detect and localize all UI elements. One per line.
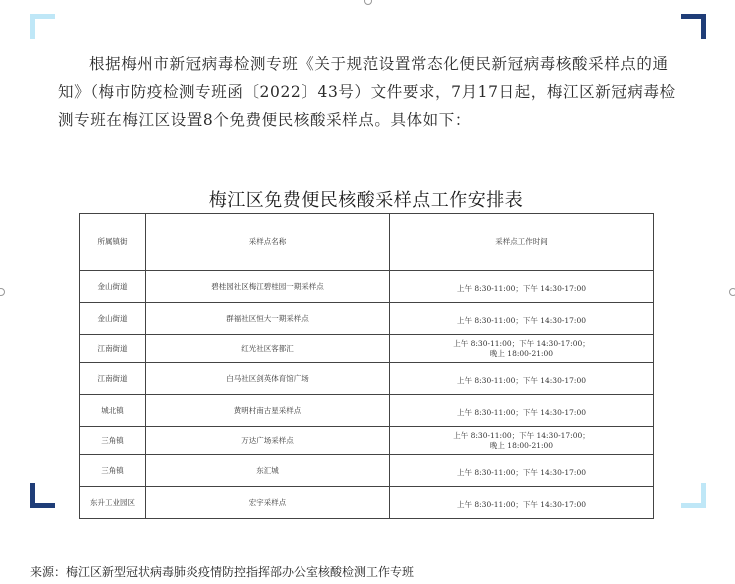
table-row bbox=[80, 395, 654, 427]
cell-site: 群福社区恒大一期采样点 bbox=[146, 303, 390, 335]
resize-handle-top[interactable] bbox=[364, 0, 372, 5]
cell-site: 万达广场采样点 bbox=[146, 427, 390, 455]
cell-time: 上午 8:30-11:00；下午 14:30-17:00 bbox=[390, 487, 654, 519]
cell-town: 东升工业园区 bbox=[80, 487, 146, 519]
cell-site: 白马社区剑英体育馆广场 bbox=[146, 363, 390, 395]
cell-time: 上午 8:30-11:00；下午 14:30-17:00 bbox=[390, 303, 654, 335]
header-site: 采样点名称 bbox=[146, 214, 390, 271]
table-header-row bbox=[80, 214, 654, 271]
table-row bbox=[80, 271, 654, 303]
cell-time: 上午 8:30-11:00；下午 14:30-17:00 bbox=[390, 363, 654, 395]
cell-site: 东汇城 bbox=[146, 455, 390, 487]
table-title: 梅江区免费便民核酸采样点工作安排表 bbox=[208, 190, 524, 211]
table-row bbox=[80, 487, 654, 519]
resize-handle-right[interactable] bbox=[729, 288, 735, 296]
header-town: 所属镇街 bbox=[80, 214, 146, 271]
table-row bbox=[80, 335, 654, 363]
sampling-site-table bbox=[79, 213, 654, 519]
cell-town: 江南街道 bbox=[80, 335, 146, 363]
cell-time: 上午 8:30-11:00；下午 14:30-17:00； 晚上 18:00-21:00 bbox=[390, 335, 654, 363]
corner-decoration bbox=[30, 483, 55, 508]
source-credit: 来源：梅江区新型冠状病毒肺炎疫情防控指挥部办公室核酸检测工作专班 bbox=[30, 565, 415, 579]
corner-decoration bbox=[30, 14, 55, 39]
corner-decoration bbox=[681, 483, 706, 508]
cell-time: 上午 8:30-11:00；下午 14:30-17:00 bbox=[390, 395, 654, 427]
cell-town: 三角镇 bbox=[80, 455, 146, 487]
cell-town: 城北镇 bbox=[80, 395, 146, 427]
cell-site: 黄明村南古星采样点 bbox=[146, 395, 390, 427]
cell-site: 红光社区客都汇 bbox=[146, 335, 390, 363]
cell-site: 宏宇采样点 bbox=[146, 487, 390, 519]
corner-decoration bbox=[681, 14, 706, 39]
cell-time: 上午 8:30-11:00；下午 14:30-17:00 bbox=[390, 271, 654, 303]
cell-site: 碧桂园社区梅江碧桂园一期采样点 bbox=[146, 271, 390, 303]
cell-time: 上午 8:30-11:00；下午 14:30-17:00； 晚上 18:00-21:00 bbox=[390, 427, 654, 455]
intro-paragraph: 根据梅州市新冠病毒检测专班《关于规范设置常态化便民新冠病毒核酸采样点的通知》（梅市防疫检测专班函〔2022〕43号）文件要求，7月17日起，梅江区新冠病毒检测专班在梅江区设置8个免费便民核酸采样点。具体如下： bbox=[58, 55, 676, 129]
cell-time: 上午 8:30-11:00；下午 14:30-17:00 bbox=[390, 455, 654, 487]
header-time: 采样点工作时间 bbox=[390, 214, 654, 271]
cell-town: 江南街道 bbox=[80, 363, 146, 395]
cell-town: 三角镇 bbox=[80, 427, 146, 455]
table-row bbox=[80, 427, 654, 455]
resize-handle-left[interactable] bbox=[0, 288, 5, 296]
cell-town: 金山街道 bbox=[80, 271, 146, 303]
cell-town: 金山街道 bbox=[80, 303, 146, 335]
table-row bbox=[80, 363, 654, 395]
article-card bbox=[30, 14, 706, 508]
table-row bbox=[80, 303, 654, 335]
table-row bbox=[80, 455, 654, 487]
